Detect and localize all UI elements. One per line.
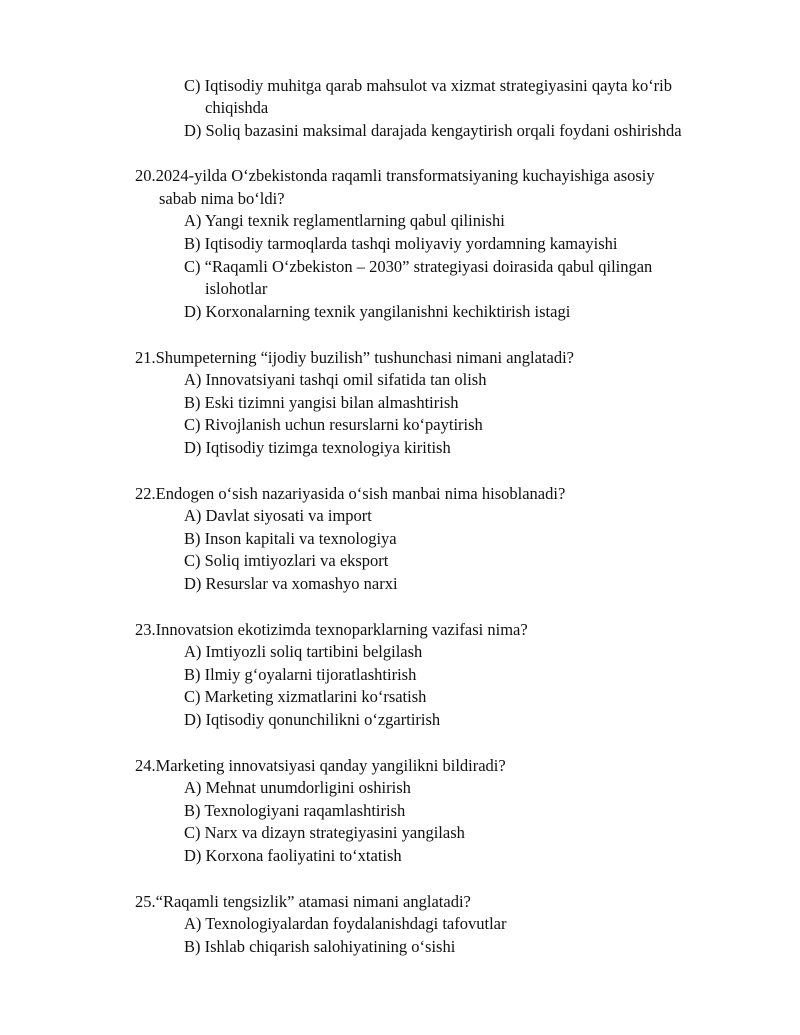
- question-23: [135, 619, 528, 642]
- option-d: D) Soliq bazasini maksimal darajada kengaytirish orqali foydani oshirishda: [184, 121, 682, 140]
- q25-option-a: A) Texnologiyalardan foydalanishdagi tafovutlar: [184, 914, 507, 933]
- q21-option-c: C) Rivojlanish uchun resurslarni ko‘paytirish: [184, 415, 483, 434]
- q22-option-c: C) Soliq imtiyozlari va eksport: [184, 551, 389, 570]
- q22-option-a: A) Davlat siyosati va import: [184, 506, 372, 525]
- q20-option-c-line1: C) “Raqamli O‘zbekiston – 2030” strategiyasi doirasida qabul qilingan: [184, 257, 653, 276]
- question-25: [135, 891, 471, 914]
- question-text: “Raqamli tengsizlik” atamasi nimani anglatadi?: [155, 892, 471, 911]
- question-24: [135, 755, 506, 778]
- question-text: 2024-yilda O‘zbekistonda raqamli transformatsiyaning kuchayishiga asosiy: [155, 166, 655, 185]
- q23-option-b: B) Ilmiy g‘oyalarni tijoratlashtirish: [184, 665, 417, 684]
- q24-option-b: B) Texnologiyani raqamlashtirish: [184, 801, 406, 820]
- q24-option-a: A) Mehnat unumdorligini oshirish: [184, 778, 411, 797]
- question-number: 23.: [135, 620, 156, 639]
- question-21: [135, 347, 574, 370]
- question-number: 22.: [135, 484, 156, 503]
- question-number: 25.: [135, 892, 156, 911]
- question-text: Endogen o‘sish nazariyasida o‘sish manbai nima hisoblanadi?: [155, 484, 566, 503]
- option-c-line1: C) Iqtisodiy muhitga qarab mahsulot va xizmat strategiyasini qayta ko‘rib: [184, 76, 673, 95]
- q23-option-c: C) Marketing xizmatlarini ko‘rsatish: [184, 687, 427, 706]
- q22-option-b: B) Inson kapitali va texnologiya: [184, 529, 397, 548]
- q24-option-d: D) Korxona faoliyatini to‘xtatish: [184, 846, 402, 865]
- q22-option-d: D) Resurslar va xomashyo narxi: [184, 574, 398, 593]
- question-text: Marketing innovatsiyasi qanday yangilikni bildiradi?: [155, 756, 506, 775]
- q25-option-b: B) Ishlab chiqarish salohiyatining o‘sishi: [184, 937, 456, 956]
- q23-option-a: A) Imtiyozli soliq tartibini belgilash: [184, 642, 423, 661]
- question-number: 24.: [135, 756, 156, 775]
- question-number: 20.: [135, 166, 156, 185]
- q20-option-a: A) Yangi texnik reglamentlarning qabul qilinishi: [184, 211, 505, 230]
- question-number: 21.: [135, 348, 156, 367]
- q20-option-b: B) Iqtisodiy tarmoqlarda tashqi moliyaviy yordamning kamayishi: [184, 234, 618, 253]
- question-text: Shumpeterning “ijodiy buzilish” tushunchasi nimani anglatadi?: [155, 348, 574, 367]
- question-20: [135, 165, 655, 188]
- question-20-line2: sabab nima bo‘ldi?: [159, 189, 285, 208]
- q21-option-a: A) Innovatsiyani tashqi omil sifatida tan olish: [184, 370, 487, 389]
- option-c-line2: chiqishda: [205, 98, 269, 117]
- question-22: [135, 483, 565, 506]
- q23-option-d: D) Iqtisodiy qonunchilikni o‘zgartirish: [184, 710, 441, 729]
- q20-option-d: D) Korxonalarning texnik yangilanishni kechiktirish istagi: [184, 302, 571, 321]
- q20-option-c-line2: islohotlar: [205, 279, 268, 298]
- question-text: Innovatsion ekotizimda texnoparklarning vazifasi nima?: [155, 620, 528, 639]
- q24-option-c: C) Narx va dizayn strategiyasini yangilash: [184, 823, 465, 842]
- q21-option-b: B) Eski tizimni yangisi bilan almashtirish: [184, 393, 459, 412]
- q21-option-d: D) Iqtisodiy tizimga texnologiya kiritish: [184, 438, 451, 457]
